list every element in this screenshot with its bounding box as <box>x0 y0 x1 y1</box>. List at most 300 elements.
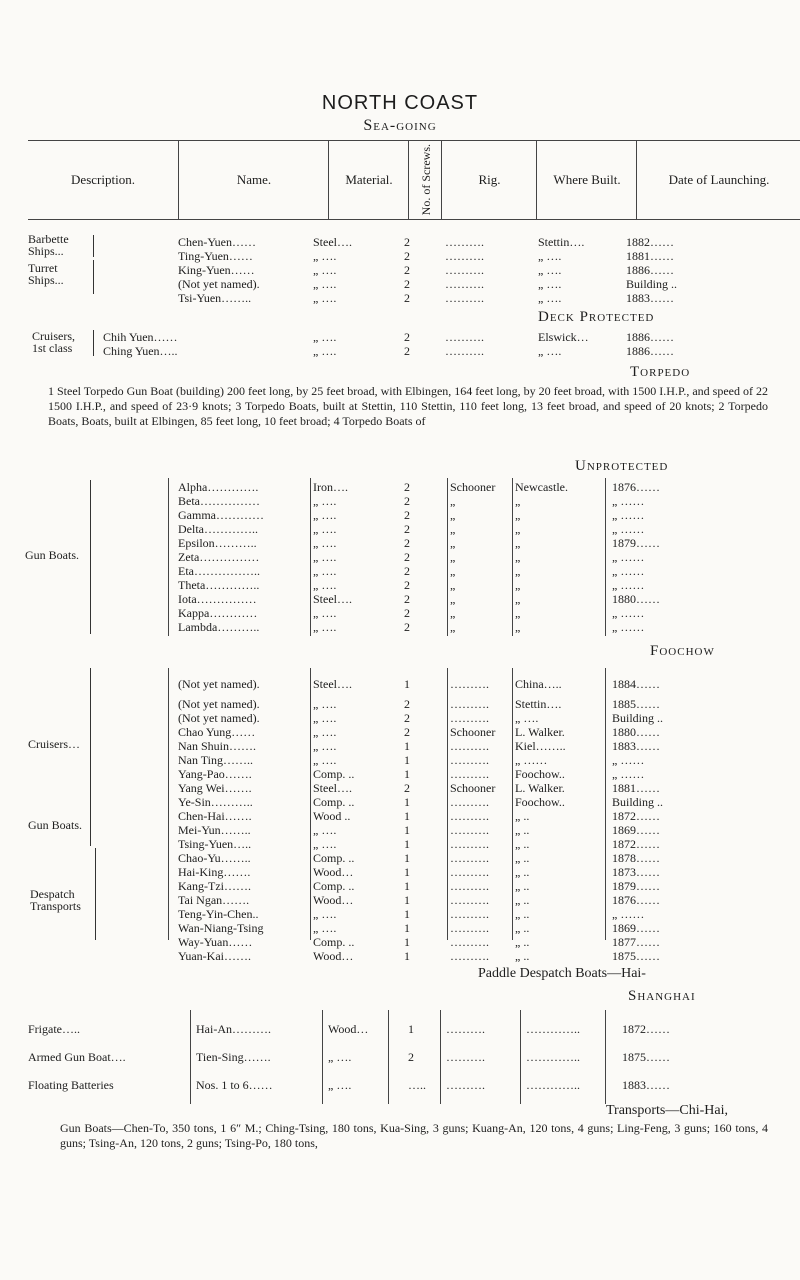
cell-where: „ .. <box>515 907 530 921</box>
table-row <box>0 739 800 753</box>
cell-name: (Not yet named). <box>178 277 260 291</box>
cell-material: Iron…. <box>313 480 348 494</box>
table-row <box>0 508 800 522</box>
cell-where: „ .. <box>515 865 530 879</box>
cell-screws: 1 <box>404 949 410 963</box>
cell-rig: ………. <box>450 837 489 851</box>
cell-name: Yuan-Kai……. <box>178 949 251 963</box>
cell-name: Hai-An………. <box>196 1022 271 1036</box>
cell-material: Steel…. <box>313 781 352 795</box>
cell-where: „ .. <box>515 893 530 907</box>
cell-name: Chen-Yuen…… <box>178 235 256 249</box>
cell-rig: ………. <box>450 711 489 725</box>
cell-screws: 1 <box>404 837 410 851</box>
cell-name: Chen-Hai……. <box>178 809 252 823</box>
cell-material: Comp. .. <box>313 935 355 949</box>
cell-date: 1869…… <box>612 921 660 935</box>
table-row <box>0 1022 800 1036</box>
cell-where: China….. <box>515 677 562 691</box>
cell-material: „ …. <box>313 907 337 921</box>
cell-name: Eta…………….. <box>178 564 260 578</box>
cell-name: Iota…………… <box>178 592 257 606</box>
cell-date: 1872…… <box>612 837 660 851</box>
cell-where: „ …. <box>538 249 562 263</box>
cell-rig: ………. <box>450 949 489 963</box>
table-row <box>0 344 800 358</box>
cell-name: Kang-Tzi……. <box>178 879 251 893</box>
cell-rig: „ <box>450 578 456 592</box>
cell-material: „ …. <box>328 1050 352 1064</box>
header-name: Name. <box>178 141 329 219</box>
cell-rig: ………. <box>445 291 484 305</box>
cell-rig: „ <box>450 592 456 606</box>
shanghai-paragraph: Gun Boats—Chen-To, 350 tons, 1 6″ M.; Ching-Tsing, 180 tons, Kua-Sing, 3 guns; Kuang-An, 120 tons, 4 guns; Ling-Feng, 3 guns; 160 tons, 4 guns; Tsing-An, 120 tons, 2 guns; Tsing-Po, 180 tons, <box>60 1121 768 1150</box>
cell-screws: 2 <box>404 508 410 522</box>
cell-name: Theta………….. <box>178 578 260 592</box>
cell-where: „ …. <box>538 277 562 291</box>
cell-material: Steel…. <box>313 592 352 606</box>
cell-rig: ………. <box>450 935 489 949</box>
cell-rig: „ <box>450 606 456 620</box>
cell-material: „ …. <box>313 344 337 358</box>
cell-where: „ .. <box>515 823 530 837</box>
cell-where: Kiel…….. <box>515 739 566 753</box>
cell-where: „ <box>515 494 521 508</box>
cell-description: Floating Batteries <box>28 1078 114 1092</box>
cell-rig: ………. <box>450 809 489 823</box>
table-row <box>0 592 800 606</box>
cell-where: „ …. <box>515 711 539 725</box>
cell-material: „ …. <box>313 263 337 277</box>
cell-date: „ …… <box>612 767 645 781</box>
table-row <box>0 935 800 949</box>
cell-date: 1881…… <box>626 249 674 263</box>
cell-screws: 2 <box>404 277 410 291</box>
cell-name: Mei-Yun…….. <box>178 823 251 837</box>
cell-rig: „ <box>450 522 456 536</box>
cell-screws: 2 <box>404 620 410 634</box>
cell-rig: Schooner <box>450 781 496 795</box>
cell-material: „ …. <box>313 837 337 851</box>
cell-where: L. Walker. <box>515 781 565 795</box>
cell-description: Armed Gun Boat…. <box>28 1050 126 1064</box>
section-heading-torpedo: Torpedo <box>630 364 691 380</box>
cell-date: 1878…… <box>612 851 660 865</box>
cell-screws: 1 <box>404 677 410 691</box>
cell-name: Yang-Pao……. <box>178 767 252 781</box>
cell-rig: Schooner <box>450 725 496 739</box>
cell-where: „ .. <box>515 949 530 963</box>
table-row <box>0 494 800 508</box>
table-row <box>0 879 800 893</box>
cell-where: ………….. <box>526 1078 580 1092</box>
cell-screws: 2 <box>404 344 410 358</box>
cell-rig: Schooner <box>450 480 496 494</box>
cell-rig: „ <box>450 536 456 550</box>
cell-material: „ …. <box>313 725 337 739</box>
cell-name: Tien-Sing……. <box>196 1050 271 1064</box>
table-row <box>0 851 800 865</box>
cell-name: Wan-Niang-Tsing <box>178 921 264 935</box>
group-barbette: Barbette Ships... <box>28 232 69 258</box>
section-heading-shanghai: Shanghai <box>628 988 696 1004</box>
cell-date: Building .. <box>612 711 664 725</box>
cell-rig: ………. <box>445 249 484 263</box>
cell-name: Zeta…………… <box>178 550 260 564</box>
cell-where: „ <box>515 620 521 634</box>
table-row <box>0 235 800 249</box>
cell-screws: 2 <box>404 536 410 550</box>
cell-rig: ………. <box>450 739 489 753</box>
cell-name: Lambda……….. <box>178 620 260 634</box>
cell-material: „ …. <box>313 536 337 550</box>
cell-name: Nan Ting…….. <box>178 753 254 767</box>
cell-where: ………….. <box>526 1050 580 1064</box>
cell-screws: 1 <box>404 851 410 865</box>
cell-rig: ………. <box>445 263 484 277</box>
table-row <box>0 677 800 691</box>
cell-name: (Not yet named). <box>178 697 260 711</box>
cell-name: Chao Yung…… <box>178 725 256 739</box>
table-row <box>0 893 800 907</box>
cell-where: Foochow.. <box>515 767 565 781</box>
table-row <box>0 606 800 620</box>
cell-date: „ …… <box>612 550 645 564</box>
cell-material: „ …. <box>313 823 337 837</box>
cell-date: 1885…… <box>612 697 660 711</box>
cell-where: Newcastle. <box>515 480 568 494</box>
cell-material: „ …. <box>313 508 337 522</box>
cell-name: Tsi-Yuen…….. <box>178 291 252 305</box>
cell-screws: 2 <box>404 330 410 344</box>
table-row <box>0 837 800 851</box>
cell-rig: ………. <box>450 823 489 837</box>
cell-screws: ….. <box>408 1078 426 1092</box>
cell-date: Building .. <box>612 795 664 809</box>
cell-rig: „ <box>450 564 456 578</box>
section-heading-unprotected: Unprotected <box>575 458 669 474</box>
cell-rig: „ <box>450 620 456 634</box>
table-row <box>0 753 800 767</box>
cell-material: Comp. .. <box>313 767 355 781</box>
cell-date: 1881…… <box>612 781 660 795</box>
cell-material: „ …. <box>313 564 337 578</box>
table-row <box>0 291 800 305</box>
cell-rig: ………. <box>450 921 489 935</box>
table-row <box>0 480 800 494</box>
cell-rig: ………. <box>450 677 489 691</box>
cell-screws: 1 <box>404 739 410 753</box>
header-where-built: Where Built. <box>536 141 637 219</box>
cell-material: „ …. <box>313 697 337 711</box>
cell-where: „ <box>515 522 521 536</box>
cell-date: 1876…… <box>612 480 660 494</box>
cell-rig: ………. <box>450 907 489 921</box>
cell-screws: 1 <box>404 879 410 893</box>
cell-date: „ …… <box>612 620 645 634</box>
header-date: Date of Launching. <box>636 141 800 219</box>
cell-where: „ .. <box>515 809 530 823</box>
cell-screws: 2 <box>408 1050 414 1064</box>
table-row <box>0 550 800 564</box>
cell-screws: 2 <box>404 235 410 249</box>
cell-name: Ching Yuen….. <box>103 344 178 358</box>
cell-screws: 2 <box>404 249 410 263</box>
cell-name: Way-Yuan…… <box>178 935 253 949</box>
header-description: Description. <box>71 172 135 187</box>
table-row <box>0 767 800 781</box>
cell-date: 1886…… <box>626 344 674 358</box>
cell-date: 1875…… <box>612 949 660 963</box>
cell-where: Stettin…. <box>538 235 585 249</box>
cell-name: Tai Ngan……. <box>178 893 250 907</box>
cell-screws: 2 <box>404 725 410 739</box>
cell-date: 1869…… <box>612 823 660 837</box>
cell-material: „ …. <box>313 739 337 753</box>
cell-date: „ …… <box>612 578 645 592</box>
cell-name: Ting-Yuen…… <box>178 249 253 263</box>
cell-where: „ .. <box>515 879 530 893</box>
cell-material: Steel…. <box>313 235 352 249</box>
cell-where: „ .. <box>515 921 530 935</box>
cell-name: Nan Shuin……. <box>178 739 256 753</box>
group-gun-boats: Gun Boats. <box>28 818 82 832</box>
cell-material: „ …. <box>313 753 337 767</box>
cell-where: Elswick… <box>538 330 589 344</box>
cell-material: „ …. <box>313 291 337 305</box>
cell-material: „ …. <box>313 606 337 620</box>
cell-date: 1884…… <box>612 677 660 691</box>
cell-material: Wood… <box>328 1022 369 1036</box>
cell-rig: „ <box>450 508 456 522</box>
cell-name: (Not yet named). <box>178 711 260 725</box>
cell-rig: „ <box>450 494 456 508</box>
paddle-despatch-line: Paddle Despatch Boats—Hai- <box>478 966 646 981</box>
cell-material: Steel…. <box>313 677 352 691</box>
cell-rig: ………. <box>450 697 489 711</box>
page-subtitle: Sea-going <box>363 117 437 134</box>
cell-where: ………….. <box>526 1022 580 1036</box>
cell-material: „ …. <box>313 620 337 634</box>
cell-name: Chao-Yu…….. <box>178 851 251 865</box>
table-row <box>0 809 800 823</box>
cell-where: Stettin…. <box>515 697 562 711</box>
cell-date: 1880…… <box>612 592 660 606</box>
cell-date: 1877…… <box>612 935 660 949</box>
cell-date: „ …… <box>612 508 645 522</box>
cell-where: „ <box>515 508 521 522</box>
cell-material: Wood… <box>313 865 354 879</box>
cell-description: Frigate….. <box>28 1022 80 1036</box>
cell-name: Gamma………… <box>178 508 264 522</box>
cell-screws: 1 <box>404 907 410 921</box>
group-despatch-transports: Despatch Transports <box>30 887 81 913</box>
cell-screws: 2 <box>404 494 410 508</box>
cell-material: „ …. <box>313 921 337 935</box>
cell-screws: 1 <box>404 767 410 781</box>
cell-screws: 2 <box>404 522 410 536</box>
table-row <box>0 921 800 935</box>
cell-where: „ <box>515 564 521 578</box>
cell-date: 1880…… <box>612 725 660 739</box>
table-row <box>0 578 800 592</box>
cell-date: Building .. <box>626 277 678 291</box>
cell-name: King-Yuen…… <box>178 263 255 277</box>
cell-material: „ …. <box>313 522 337 536</box>
cell-screws: 2 <box>404 564 410 578</box>
group-cruisers: Cruisers… <box>28 737 80 751</box>
cell-material: „ …. <box>328 1078 352 1092</box>
header-material: Material. <box>328 141 409 219</box>
cell-rig: ………. <box>450 753 489 767</box>
cell-material: Wood… <box>313 893 354 907</box>
transports-line: Transports—Chi-Hai, <box>606 1103 728 1118</box>
cell-where: „ …. <box>538 263 562 277</box>
cell-material: „ …. <box>313 711 337 725</box>
cell-material: „ …. <box>313 494 337 508</box>
cell-date: 1883…… <box>622 1078 670 1092</box>
cell-rig: ………. <box>445 235 484 249</box>
cell-material: Wood .. <box>313 809 351 823</box>
table-row <box>0 795 800 809</box>
cell-rig: ………. <box>450 893 489 907</box>
cell-material: Wood… <box>313 949 354 963</box>
group-turret: Turret Ships... <box>28 261 64 287</box>
cell-date: 1872…… <box>622 1022 670 1036</box>
cell-material: „ …. <box>313 249 337 263</box>
cell-date: 1883…… <box>626 291 674 305</box>
cell-name: Tsing-Yuen….. <box>178 837 252 851</box>
table-row <box>0 536 800 550</box>
table-row <box>0 711 800 725</box>
cell-where: „ <box>515 606 521 620</box>
torpedo-paragraph: 1 Steel Torpedo Gun Boat (building) 200 feet long, by 25 feet broad, with Elbingen, 164 feet long, by 20 feet broad, with 1500 I.H.P., and speed of 22 1500 I.H.P., and speed of 23·9 knots; 3 Torpedo Boats, built at Stettin, 110 Stettin, 110 feet long, 13 feet broad, and speed of 20 knots; 2 Torpedo Boats, Boats, built at Elbingen, 85 feet long, 10 feet broad; 4 Torpedo Boats of <box>48 384 768 428</box>
cell-date: 1882…… <box>626 235 674 249</box>
cell-rig: ………. <box>446 1078 485 1092</box>
cell-screws: 1 <box>404 935 410 949</box>
cell-name: Kappa………… <box>178 606 258 620</box>
header-screws: No. of Screws. <box>408 141 442 219</box>
cell-name: (Not yet named). <box>178 677 260 691</box>
cell-material: „ …. <box>313 550 337 564</box>
cell-where: „ <box>515 592 521 606</box>
cell-screws: 2 <box>404 480 410 494</box>
cell-where: „ <box>515 536 521 550</box>
cell-screws: 1 <box>404 753 410 767</box>
cell-where: „ .. <box>515 837 530 851</box>
cell-date: 1875…… <box>622 1050 670 1064</box>
cell-screws: 2 <box>404 550 410 564</box>
cell-screws: 2 <box>404 592 410 606</box>
table-row <box>0 277 800 291</box>
cell-screws: 1 <box>404 809 410 823</box>
cell-date: „ …… <box>612 907 645 921</box>
cell-where: „ <box>515 550 521 564</box>
cell-date: „ …… <box>612 494 645 508</box>
cell-rig: ………. <box>445 277 484 291</box>
cell-where: L. Walker. <box>515 725 565 739</box>
cell-screws: 1 <box>404 823 410 837</box>
cell-rig: ………. <box>450 865 489 879</box>
cell-rig: ………. <box>446 1022 485 1036</box>
cell-name: Beta…………… <box>178 494 260 508</box>
cell-date: „ …… <box>612 606 645 620</box>
cell-screws: 2 <box>404 697 410 711</box>
cell-rig: ………. <box>445 330 484 344</box>
cell-rig: ………. <box>450 851 489 865</box>
cell-name: Ye-Sin……….. <box>178 795 253 809</box>
cell-date: 1879…… <box>612 879 660 893</box>
cell-name: Alpha…………. <box>178 480 259 494</box>
cell-screws: 2 <box>404 781 410 795</box>
cell-name: Teng-Yin-Chen.. <box>178 907 259 921</box>
cell-material: Comp. .. <box>313 879 355 893</box>
table-row <box>0 907 800 921</box>
cell-rig: ………. <box>445 344 484 358</box>
cell-name: Nos. 1 to 6…… <box>196 1078 273 1092</box>
cell-date: „ …… <box>612 564 645 578</box>
cell-screws: 1 <box>404 921 410 935</box>
cell-screws: 1 <box>408 1022 414 1036</box>
cell-where: Foochow.. <box>515 795 565 809</box>
cell-where: „ …. <box>538 344 562 358</box>
cell-date: 1876…… <box>612 893 660 907</box>
cell-material: „ …. <box>313 277 337 291</box>
section-heading-foochow: Foochow <box>650 643 715 659</box>
cell-where: „ …. <box>538 291 562 305</box>
cell-screws: 1 <box>404 865 410 879</box>
cell-rig: ………. <box>450 879 489 893</box>
table-row <box>0 865 800 879</box>
table-row <box>0 1078 800 1092</box>
cell-date: 1879…… <box>612 536 660 550</box>
cell-name: Delta………….. <box>178 522 258 536</box>
table-row <box>0 725 800 739</box>
cell-name: Chih Yuen…… <box>103 330 178 344</box>
cell-date: „ …… <box>612 753 645 767</box>
cell-screws: 2 <box>404 263 410 277</box>
cell-material: Comp. .. <box>313 795 355 809</box>
cell-screws: 2 <box>404 578 410 592</box>
table-row <box>0 330 800 344</box>
cell-rig: ………. <box>446 1050 485 1064</box>
cell-rig: ………. <box>450 767 489 781</box>
cell-screws: 2 <box>404 606 410 620</box>
table-row <box>0 823 800 837</box>
cell-rig: „ <box>450 550 456 564</box>
table-row <box>0 564 800 578</box>
cell-rig: ………. <box>450 795 489 809</box>
table-row <box>0 620 800 634</box>
cell-date: 1883…… <box>612 739 660 753</box>
section-heading-deck-protected: Deck Protected <box>538 309 655 325</box>
cell-material: „ …. <box>313 330 337 344</box>
cell-name: Epsilon……….. <box>178 536 257 550</box>
cell-where: „ .. <box>515 935 530 949</box>
table-row <box>0 263 800 277</box>
table-header <box>28 140 800 220</box>
cell-date: 1886…… <box>626 330 674 344</box>
table-row <box>0 697 800 711</box>
table-row <box>0 1050 800 1064</box>
cell-name: Yang Wei……. <box>178 781 252 795</box>
cell-date: 1872…… <box>612 809 660 823</box>
cell-date: 1873…… <box>612 865 660 879</box>
cell-name: Hai-King……. <box>178 865 251 879</box>
cell-where: „ .. <box>515 851 530 865</box>
header-rig: Rig. <box>441 141 537 219</box>
cell-where: „ <box>515 578 521 592</box>
